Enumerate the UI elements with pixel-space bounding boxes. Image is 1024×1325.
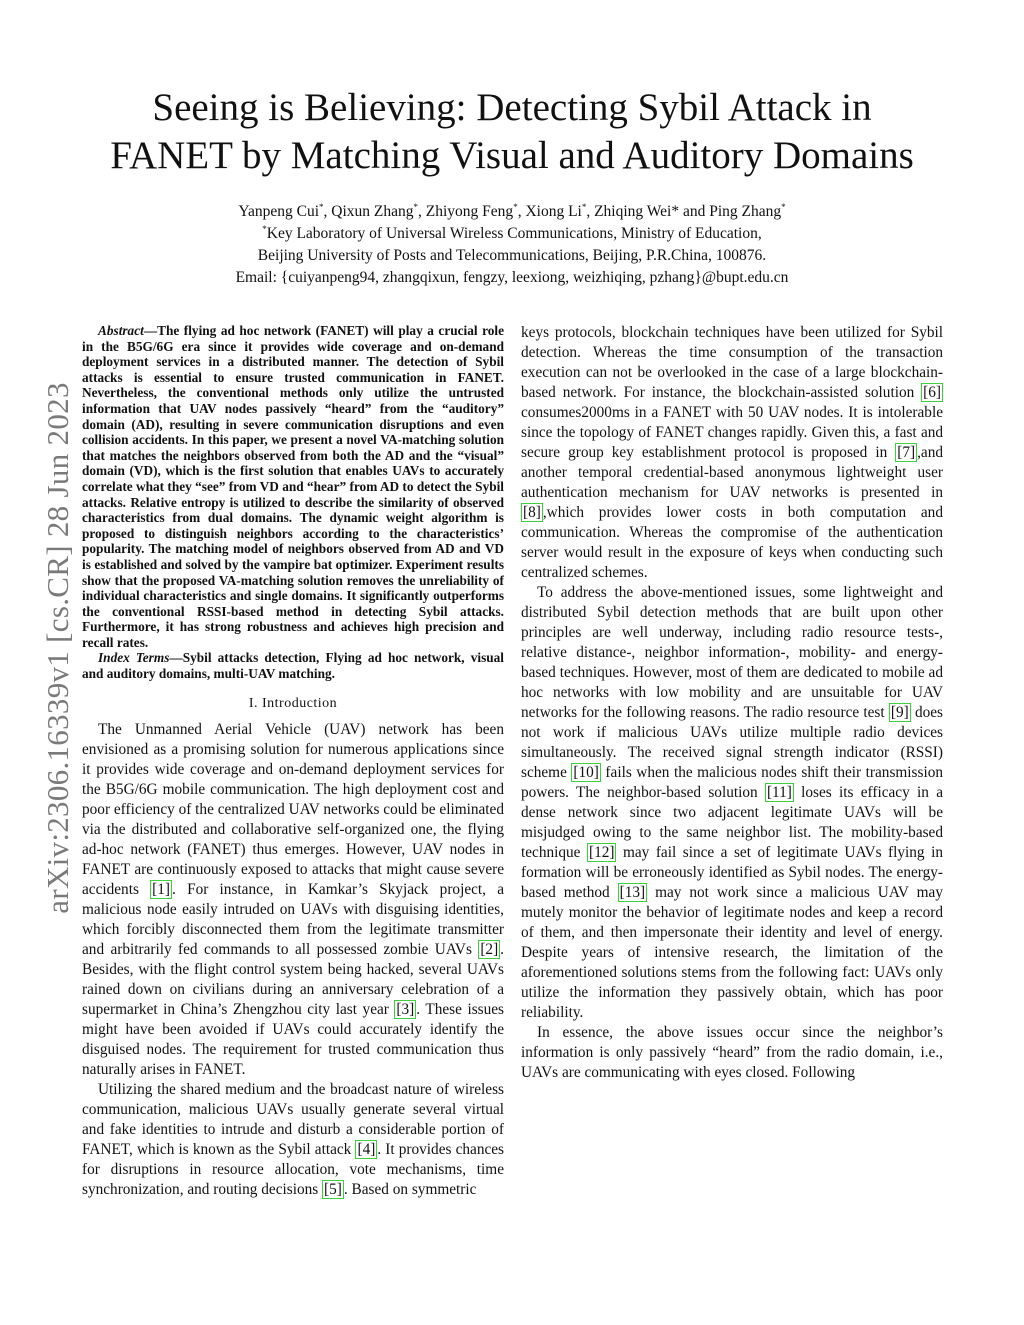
paragraph-text: . Besides, with the flight control system being hacked, several UAVs rained down on civilians during an anniversary celebration of a supermarket in China’s Zhengzhou city last year — [82, 940, 504, 1018]
paragraph-text: a — [822, 364, 836, 381]
paragraph-text: in — [931, 484, 944, 501]
paragraph-text: detection. — [521, 344, 593, 361]
citation-link[interactable]: [2] — [480, 940, 499, 958]
citation-link[interactable]: [12] — [588, 844, 615, 861]
author-name: Xiong Li — [525, 203, 582, 220]
citation-link[interactable]: [8] — [523, 504, 541, 521]
paragraph-text: large — [835, 364, 871, 381]
paragraph-text: when — [802, 544, 842, 561]
paragraph-text: in — [761, 504, 788, 521]
paragraph-text: nodes. — [803, 404, 849, 421]
paragraph-text: both — [787, 504, 830, 521]
affiliation-line-1 — [80, 223, 944, 245]
abstract-paragraph — [82, 323, 504, 650]
paragraph-text: time — [689, 344, 729, 361]
paragraph-text: centralized — [521, 564, 592, 581]
paragraph-text: FANET — [655, 424, 708, 441]
author-list — [80, 201, 944, 223]
paragraph-text: networks — [771, 484, 840, 501]
paragraph-text: is — [839, 484, 862, 501]
paragraph-text: a — [651, 404, 664, 421]
paragraph-text: which — [546, 504, 599, 521]
paragraph-text: . It provides chances for disruptions in resource allocation, vote mechanisms, time synchronization, and routing decisions — [82, 1140, 504, 1198]
paragraph-text: have — [765, 324, 801, 341]
paragraph-text: consumes — [521, 404, 582, 421]
paragraph-text: with — [715, 404, 748, 421]
paragraph-text: secure — [521, 444, 569, 461]
paragraph-text: another — [521, 464, 579, 481]
paragraph-text: , — [917, 444, 921, 461]
author-mark: * — [513, 201, 518, 212]
paragraph-text: not — [612, 364, 638, 381]
author-mark: * — [581, 201, 587, 212]
paragraph-text: 2000ms — [581, 404, 635, 421]
author-mark: * — [319, 201, 324, 212]
citation-link[interactable]: [3] — [396, 1000, 415, 1018]
paragraph-text: is — [862, 404, 878, 421]
paragraph-text: user — [917, 464, 943, 481]
paragraph-text: the — [844, 344, 876, 361]
paragraph-text: . These issues might have been avoided if UAVs could accurately identify the disguised nodes. The requirement for trusted communication thus naturally arises in FANET. — [82, 1000, 504, 1078]
paragraph-text: UAV — [768, 404, 804, 421]
paragraph-text: the — [692, 524, 721, 541]
paragraph-text: conducting — [841, 544, 915, 561]
paragraph-text: execution — [521, 364, 586, 381]
paragraph-text: of — [820, 344, 845, 361]
paragraph-text: provides — [598, 504, 667, 521]
paper-title — [80, 84, 944, 180]
paragraph-text: the — [712, 384, 739, 401]
paragraph-text: changes — [707, 424, 762, 441]
paragraph-text: lower — [666, 504, 716, 521]
paragraph-text: server — [521, 544, 565, 561]
paragraph-text: of — [805, 524, 829, 541]
paragraph-text: keys — [768, 544, 803, 561]
citation-link[interactable]: [1] — [152, 880, 170, 898]
affiliation-mark: * — [262, 223, 267, 234]
paragraph-text: and — [920, 504, 943, 521]
citation-link[interactable]: [9] — [890, 704, 909, 721]
paragraph-text: key — [611, 444, 642, 461]
author-separator: , — [323, 203, 332, 220]
paragraph-text: computation — [829, 504, 921, 521]
citation-link[interactable]: [6] — [923, 384, 942, 401]
paragraph-text: establishment — [641, 444, 735, 461]
intro-paragraph-2-start — [82, 1080, 504, 1200]
author-name: Yanpeng Cui — [238, 203, 320, 220]
paragraph-text: protocol — [734, 444, 794, 461]
paragraph-text: consumption — [728, 344, 821, 361]
paragraph-text: . Based on symmetric — [343, 1180, 477, 1198]
paragraph-text: the — [665, 544, 690, 561]
author-name: Zhiyong Feng — [425, 203, 514, 220]
paragraph-text: such — [914, 544, 943, 561]
paragraph-text: utilized — [835, 324, 887, 341]
paragraph-text: blockchain-based — [521, 364, 944, 401]
paragraph-text: in — [647, 544, 666, 561]
paragraph-text: the — [748, 364, 773, 381]
paragraph-text: overlooked — [657, 364, 732, 381]
paragraph-text: case — [773, 364, 805, 381]
paragraph-text: does not work if malicious UAVs utilize multiple radio devices simultaneously. The received signal strength indicator (RSSI) scheme — [521, 704, 943, 781]
paragraph-text: the — [556, 424, 580, 441]
paragraph-text: It — [848, 404, 863, 421]
paragraph-text: blockchain — [621, 324, 695, 341]
citation-link[interactable]: [5] — [324, 1180, 342, 1198]
paragraph-text: 50 — [747, 404, 769, 421]
paragraph-text: Utilizing the shared medium and the broadcast nature of wireless communication, malicious UAVs usually generate several virtual and fake identities to intrude and disturb a considerable portion of FANET, which is known as the Sybil attack — [82, 1080, 504, 1158]
paragraph-text: in — [875, 444, 896, 461]
author-name: Qixun Zhang — [331, 203, 414, 220]
paragraph-text: of — [804, 364, 823, 381]
paragraph-text: the — [658, 344, 690, 361]
paragraph-text: group — [568, 444, 612, 461]
intro-paragraph-4: In essence, the above issues occur since the neighbor’s information is only passively “heard” from the radio domain, i.e., UAVs are communicating with eyes closed. Following — [521, 1024, 943, 1081]
paragraph-text: protocols, — [554, 324, 622, 341]
paragraph-text: would — [564, 544, 608, 561]
intro-paragraph-2-continued — [521, 323, 943, 583]
paragraph-text: may not work since a malicious UAV may mutely monitor the behavior of legitimate nodes and keep a record of them, and then impersonate their identity and level of energy. Despite years of intensive research, the limitation of the aforementioned solutions stems from the following fact: UAVs only utilize the information they passively obtain, which has poor reliability. — [521, 884, 943, 1021]
abstract — [82, 323, 504, 682]
title-line-1: Seeing is Believing: Detecting Sybil Attack in — [152, 86, 872, 129]
paragraph-text: To address the above-mentioned issues, some lightweight and distributed Sybil detection methods that are built upon other principles are well underway, including radio resource tests-, relative distance-, neighbor information-, mobility- and energy-based techniques. However, most of them are dedicated to mobile ad hoc networks with low mobility and are unsuitable for UAV networks for the following reasons. The radio resource test — [521, 584, 943, 721]
arxiv-stamp-text: arXiv:2306.16339v1 [cs.CR] 28 Jun 2023 — [40, 382, 75, 914]
paragraph-text: proposed — [811, 444, 876, 461]
paragraph-text: temporal — [578, 464, 644, 481]
author-email: Email: {cuiyanpeng94, zhangqixun, fengzy, leexiong, weizhiqing, pzhang}@bupt.edu.cn — [235, 269, 789, 286]
paragraph-text: The Unmanned Aerial Vehicle (UAV) network has been envisioned as a promising solution for numerous applications since it provides wide coverage and on-demand deployment services for the B5G/6G mobile communication. The high deployment cost and poor efficiency of the centralized UAV networks could be eliminated via the distributed and collaborative self-organized one, the flying ad-hoc network (FANET) thus emerges. However, UAV nodes in FANET are continuously exposed to attacks that might cause severe accidents — [82, 720, 504, 898]
paragraph-text: compromise — [720, 524, 806, 541]
paragraph-text: authentication — [856, 524, 944, 541]
paragraph-text: of — [750, 544, 769, 561]
paragraph-text: credential-based — [643, 464, 755, 481]
author-separator: , — [418, 203, 426, 220]
paragraph-text: Given — [811, 424, 854, 441]
citation-link[interactable]: [13] — [619, 884, 646, 901]
index-terms-label: Index Terms — [98, 650, 170, 666]
paragraph-text: mechanism — [619, 484, 701, 501]
paragraph-text: intolerable — [877, 404, 943, 421]
paragraph-text: topology — [579, 424, 639, 441]
intro-paragraph-1 — [82, 720, 504, 1080]
paragraph-text: a — [883, 424, 895, 441]
paragraph-text: keys — [521, 324, 555, 341]
paragraph-text: . For instance, in Kamkar’s Skyjack project, a malicious node easily intruded on UAVs with disguising identities, which forcibly disconnected them from the legitimate transmitter and arbitrarily fed commands to all possessed zombie UAVs — [82, 880, 504, 958]
section-heading-introduction: I. Introduction — [248, 695, 338, 711]
paragraph-text: and — [920, 444, 944, 461]
paragraph-text: fast — [894, 424, 921, 441]
paragraph-text: result — [607, 544, 648, 561]
abstract-text: —The flying ad hoc network (FANET) will play a crucial role in the B5G/6G era since it provides wide coverage and on-demand deployment services in a distributed manner. The detection of Sybil attacks is essential to ensure trusted communication in FANET. Nevertheless, the conventional methods only utilize the untrusted information that UAV nodes passively “heard” from the “auditory” domain (AD), resulting in severe communication disruptions and even collision accidents. In this paper, we present a novel VA-matching solution that matches the neighbors observed from both the AD and the “visual” domain (VD), which is the first solution that enables UAVs to accurately correlate what they “see” from VD and “hear” from AD to detect the Sybil attacks. Relative entropy is utilized to describe the similarity of observed characteristics from dual domains. The dynamic weight algorithm is proposed to distinguish neighbors according to the characteristics’ popularity. The matching model of neighbors observed from AD and VD is established and solved by the vampire bat optimizer. Experiment results show that the proposed VA-matching solution removes the unreliability of individual characteristics and single domains. It significantly outperforms the conventional RSSI-based method in detecting Sybil attacks. Furthermore, it has strong robustness and achieves high precision and recall rates. — [82, 323, 504, 650]
paragraph-text: can — [585, 364, 613, 381]
paragraph-text: for — [886, 324, 911, 341]
paragraph-text: For — [623, 384, 652, 401]
paragraph-text: this, — [853, 424, 884, 441]
author-separator: , — [586, 203, 595, 220]
paragraph-text: FANET — [663, 404, 716, 421]
title-line-2: FANET by Matching Visual and Auditory Domains — [110, 134, 914, 177]
affiliation-text: Key Laboratory of Universal Wireless Communications, Ministry of Education, — [266, 225, 762, 242]
author-name: Zhiqing Wei* and Ping Zhang — [594, 203, 782, 220]
paragraph-text: Whereas — [592, 344, 659, 361]
paragraph-text: Sybil — [910, 324, 943, 341]
paragraph-text: presented — [861, 484, 932, 501]
paragraph-text: network. — [562, 384, 624, 401]
paragraph-text: fails when the malicious nodes shift their transmission powers. The neighbor-based solution — [521, 764, 943, 801]
paragraph-text: rapidly. — [761, 424, 812, 441]
paragraph-text: Whereas — [629, 524, 693, 541]
paragraph-text: , — [542, 504, 547, 521]
paragraph-text: loses its efficacy in a dense network since two adjacent legitimate UAVs will be misjudged owing to the same neighbor list. The mobility-based technique — [521, 784, 943, 861]
paragraph-text: may fail since a set of legitimate UAVs flying in formation will be erroneously identified as Sybil nodes. The energy-based method — [521, 844, 943, 901]
affiliation-line-2: Beijing University of Posts and Telecommunications, Beijing, P.R.China, 100876. — [257, 247, 767, 264]
paragraph-text: exposure — [689, 544, 751, 561]
paragraph-text: for — [700, 484, 730, 501]
paragraph-text: is — [793, 444, 812, 461]
paragraph-text: techniques — [694, 324, 766, 341]
author-mark: * — [781, 201, 786, 212]
paragraph-text: of — [638, 424, 656, 441]
paragraph-text: the — [828, 524, 857, 541]
paragraph-text: instance, — [651, 384, 713, 401]
paragraph-text: UAV — [729, 484, 772, 501]
index-terms-text: —Sybil attacks detection, Flying ad hoc network, visual and auditory domains, multi-UAV matching. — [82, 650, 504, 682]
paragraph-text: authentication — [521, 484, 620, 501]
paragraph-text: be — [637, 364, 658, 381]
citation-link[interactable]: [11] — [766, 784, 792, 801]
paragraph-text: and — [920, 424, 944, 441]
paragraph-text: lightweight — [836, 464, 918, 481]
citation-link[interactable]: [7] — [897, 444, 916, 461]
intro-paragraph-3 — [521, 583, 943, 1023]
left-column — [82, 323, 504, 1200]
right-column — [521, 323, 943, 1083]
paragraph-text: blockchain-assisted — [738, 384, 865, 401]
index-terms — [82, 650, 504, 681]
paragraph-text: transaction — [875, 344, 943, 361]
author-separator: , — [517, 203, 526, 220]
paragraph-text: since — [521, 424, 557, 441]
paragraph-text: in — [634, 404, 652, 421]
author-mark: * — [413, 201, 419, 212]
paragraph-text: anonymous — [754, 464, 837, 481]
paragraph-text: solution — [864, 384, 922, 401]
paragraph-text: schemes. — [591, 564, 648, 581]
citation-link[interactable]: [4] — [357, 1140, 376, 1158]
abstract-label: Abstract — [98, 323, 144, 338]
paragraph-text: communication. — [521, 524, 630, 541]
author-block — [80, 201, 944, 289]
paragraph-text: been — [800, 324, 836, 341]
citation-link[interactable]: [10] — [573, 764, 599, 781]
paragraph-text: costs — [715, 504, 762, 521]
paragraph-text: in — [731, 364, 749, 381]
